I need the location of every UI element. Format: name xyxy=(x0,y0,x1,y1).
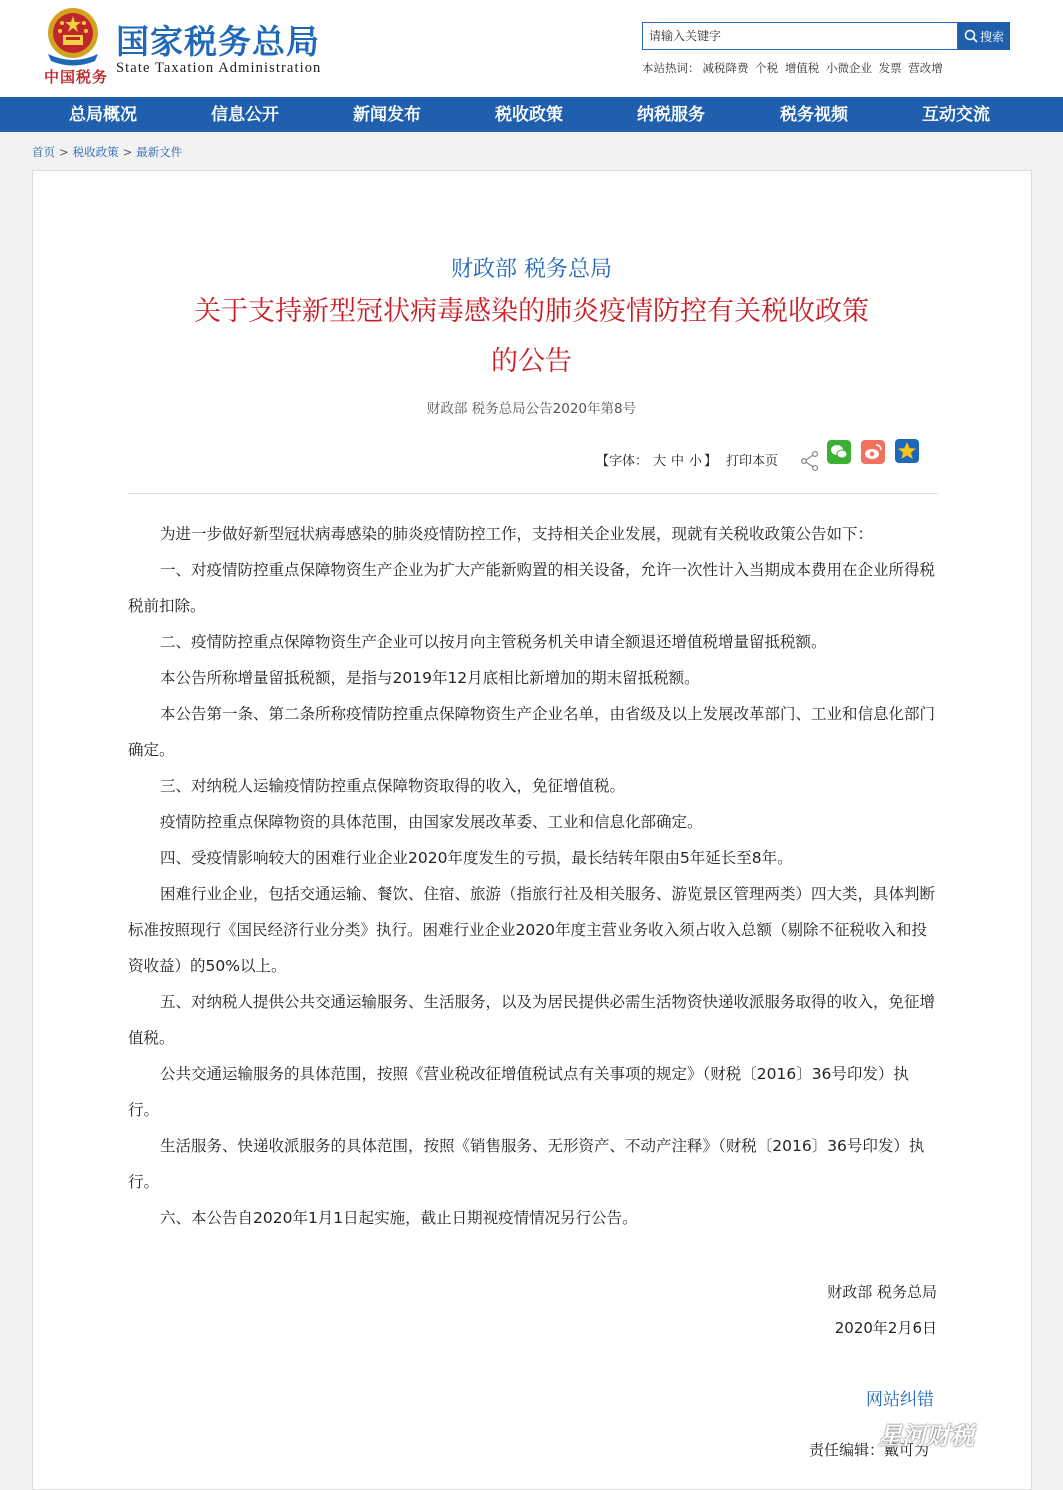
breadcrumb xyxy=(32,144,182,160)
breadcrumb-latest[interactable]: 最新文件 xyxy=(136,145,183,159)
article-paragraph: 生活服务、快递收派服务的具体范围，按照《销售服务、无形资产、不动产注释》（财税〔2016〕36号印发）执行。 xyxy=(128,1137,925,1191)
responsible-editor: 责任编辑：戴可为 xyxy=(809,1441,930,1459)
site-title[interactable]: 国家税务总局 xyxy=(116,22,320,61)
breadcrumb-separator: > xyxy=(59,145,69,159)
article-paragraph: 四、受疫情影响较大的困难行业企业2020年度发生的亏损，最长结转年限由5年延长至8年。 xyxy=(160,849,793,867)
article-paragraph: 三、对纳税人运输疫情防控重点保障物资取得的收入，免征增值税。 xyxy=(160,777,626,795)
share-icon[interactable] xyxy=(799,449,823,473)
hot-word[interactable]: 发票 xyxy=(878,61,902,75)
nav-item-overview[interactable]: 总局概况 xyxy=(69,105,137,125)
article-paragraph: 六、本公告自2020年1月1日起实施，截止日期视疫情情况另行公告。 xyxy=(160,1209,638,1227)
nav-item-video[interactable]: 税务视频 xyxy=(780,105,848,125)
article-paragraph: 二、疫情防控重点保障物资生产企业可以按月向主管税务机关申请全额退还增值税增量留抵税额。 xyxy=(160,633,827,651)
breadcrumb-home[interactable]: 首页 xyxy=(32,145,55,159)
hot-word[interactable]: 个税 xyxy=(755,61,779,75)
article-paragraph: 本公告所称增量留抵税额，是指与2019年12月底相比新增加的期末留抵税额。 xyxy=(160,669,700,687)
wechat-icon[interactable] xyxy=(827,440,851,464)
hot-word[interactable]: 增值税 xyxy=(784,61,820,75)
national-emblem-icon[interactable] xyxy=(40,6,106,66)
font-large-button[interactable]: 大 xyxy=(653,454,667,469)
divider xyxy=(128,493,938,494)
font-size-label: 【字体： xyxy=(596,454,649,469)
hot-word[interactable]: 减税降费 xyxy=(702,61,749,75)
weibo-icon[interactable] xyxy=(861,440,885,464)
nav-item-news[interactable]: 新闻发布 xyxy=(353,105,421,125)
document-number: 财政部 税务总局公告2020年第8号 xyxy=(426,401,637,417)
watermark xyxy=(878,1416,974,1451)
hot-word[interactable]: 营改增 xyxy=(908,61,943,75)
font-small-button[interactable]: 小 xyxy=(689,454,703,469)
search-input[interactable] xyxy=(649,24,949,48)
article-paragraph: 公共交通运输服务的具体范围，按照《营业税改征增值税试点有关事项的规定》（财税〔2016〕36号印发）执行。 xyxy=(128,1065,909,1119)
article-paragraph: 疫情防控重点保障物资的具体范围，由国家发展改革委、工业和信息化部确定。 xyxy=(160,813,703,831)
nav-item-disclosure[interactable]: 信息公开 xyxy=(211,105,279,125)
nav-item-tax-policy[interactable]: 税收政策 xyxy=(495,105,563,125)
logo-script: 中国税务 xyxy=(44,68,109,86)
article-paragraph: 本公告第一条、第二条所称疫情防控重点保障物资生产企业名单，由省级及以上发展改革部门、工业和信息化部门确定。 xyxy=(128,705,936,759)
article-department: 财政部 税务总局 xyxy=(451,257,612,282)
article-paragraph: 困难行业企业，包括交通运输、餐饮、住宿、旅游（指旅行社及相关服务、游览景区管理两类）四大类，具体判断标准按照现行《国民经济行业分类》执行。困难行业企业2020年度主营业务收入须占收入总额（剔除不征税收入和投资收益）的50%以上。 xyxy=(128,885,936,975)
breadcrumb-separator: > xyxy=(122,145,133,159)
article-signature: 财政部 税务总局 xyxy=(827,1283,937,1301)
search-icon xyxy=(964,29,978,43)
font-medium-button[interactable]: 中 xyxy=(671,454,685,469)
article-title-line: 关于支持新型冠状病毒感染的肺炎疫情防控有关税收政策 xyxy=(194,296,869,327)
hot-word[interactable]: 小微企业 xyxy=(825,61,872,75)
search-button-label: 搜索 xyxy=(979,29,1004,44)
favorite-star-icon[interactable] xyxy=(895,439,919,463)
nav-item-interaction[interactable]: 互动交流 xyxy=(922,105,990,125)
watermark-text: 星河财税 xyxy=(878,1422,974,1450)
nav-item-taxpayer-service[interactable]: 纳税服务 xyxy=(637,105,705,125)
breadcrumb-tax-policy[interactable]: 税收政策 xyxy=(72,145,119,159)
hot-words-label: 本站热词： xyxy=(642,61,700,75)
article-title-line: 的公告 xyxy=(491,346,572,377)
article-paragraph: 一、对疫情防控重点保障物资生产企业为扩大产能新购置的相关设备，允许一次性计入当期成本费用在企业所得税税前扣除。 xyxy=(128,561,936,615)
site-subtitle: State Taxation Administration xyxy=(116,60,322,76)
main-nav xyxy=(0,97,1063,132)
article-title xyxy=(0,287,1063,387)
font-size-close: 】 xyxy=(704,454,718,469)
search-box xyxy=(642,22,958,50)
site-header xyxy=(0,0,1063,97)
article-paragraph: 五、对纳税人提供公共交通运输服务、生活服务，以及为居民提供必需生活物资快递收派服务取得的收入，免征增值税。 xyxy=(128,993,936,1047)
search-button[interactable] xyxy=(958,22,1010,50)
print-button[interactable]: 打印本页 xyxy=(726,454,779,469)
site-correction-link[interactable]: 网站纠错 xyxy=(866,1390,934,1410)
article-paragraph: 为进一步做好新型冠状病毒感染的肺炎疫情防控工作，支持相关企业发展，现就有关税收政策公告如下： xyxy=(160,525,874,543)
article-date: 2020年2月6日 xyxy=(834,1319,937,1337)
hot-words xyxy=(642,60,946,76)
